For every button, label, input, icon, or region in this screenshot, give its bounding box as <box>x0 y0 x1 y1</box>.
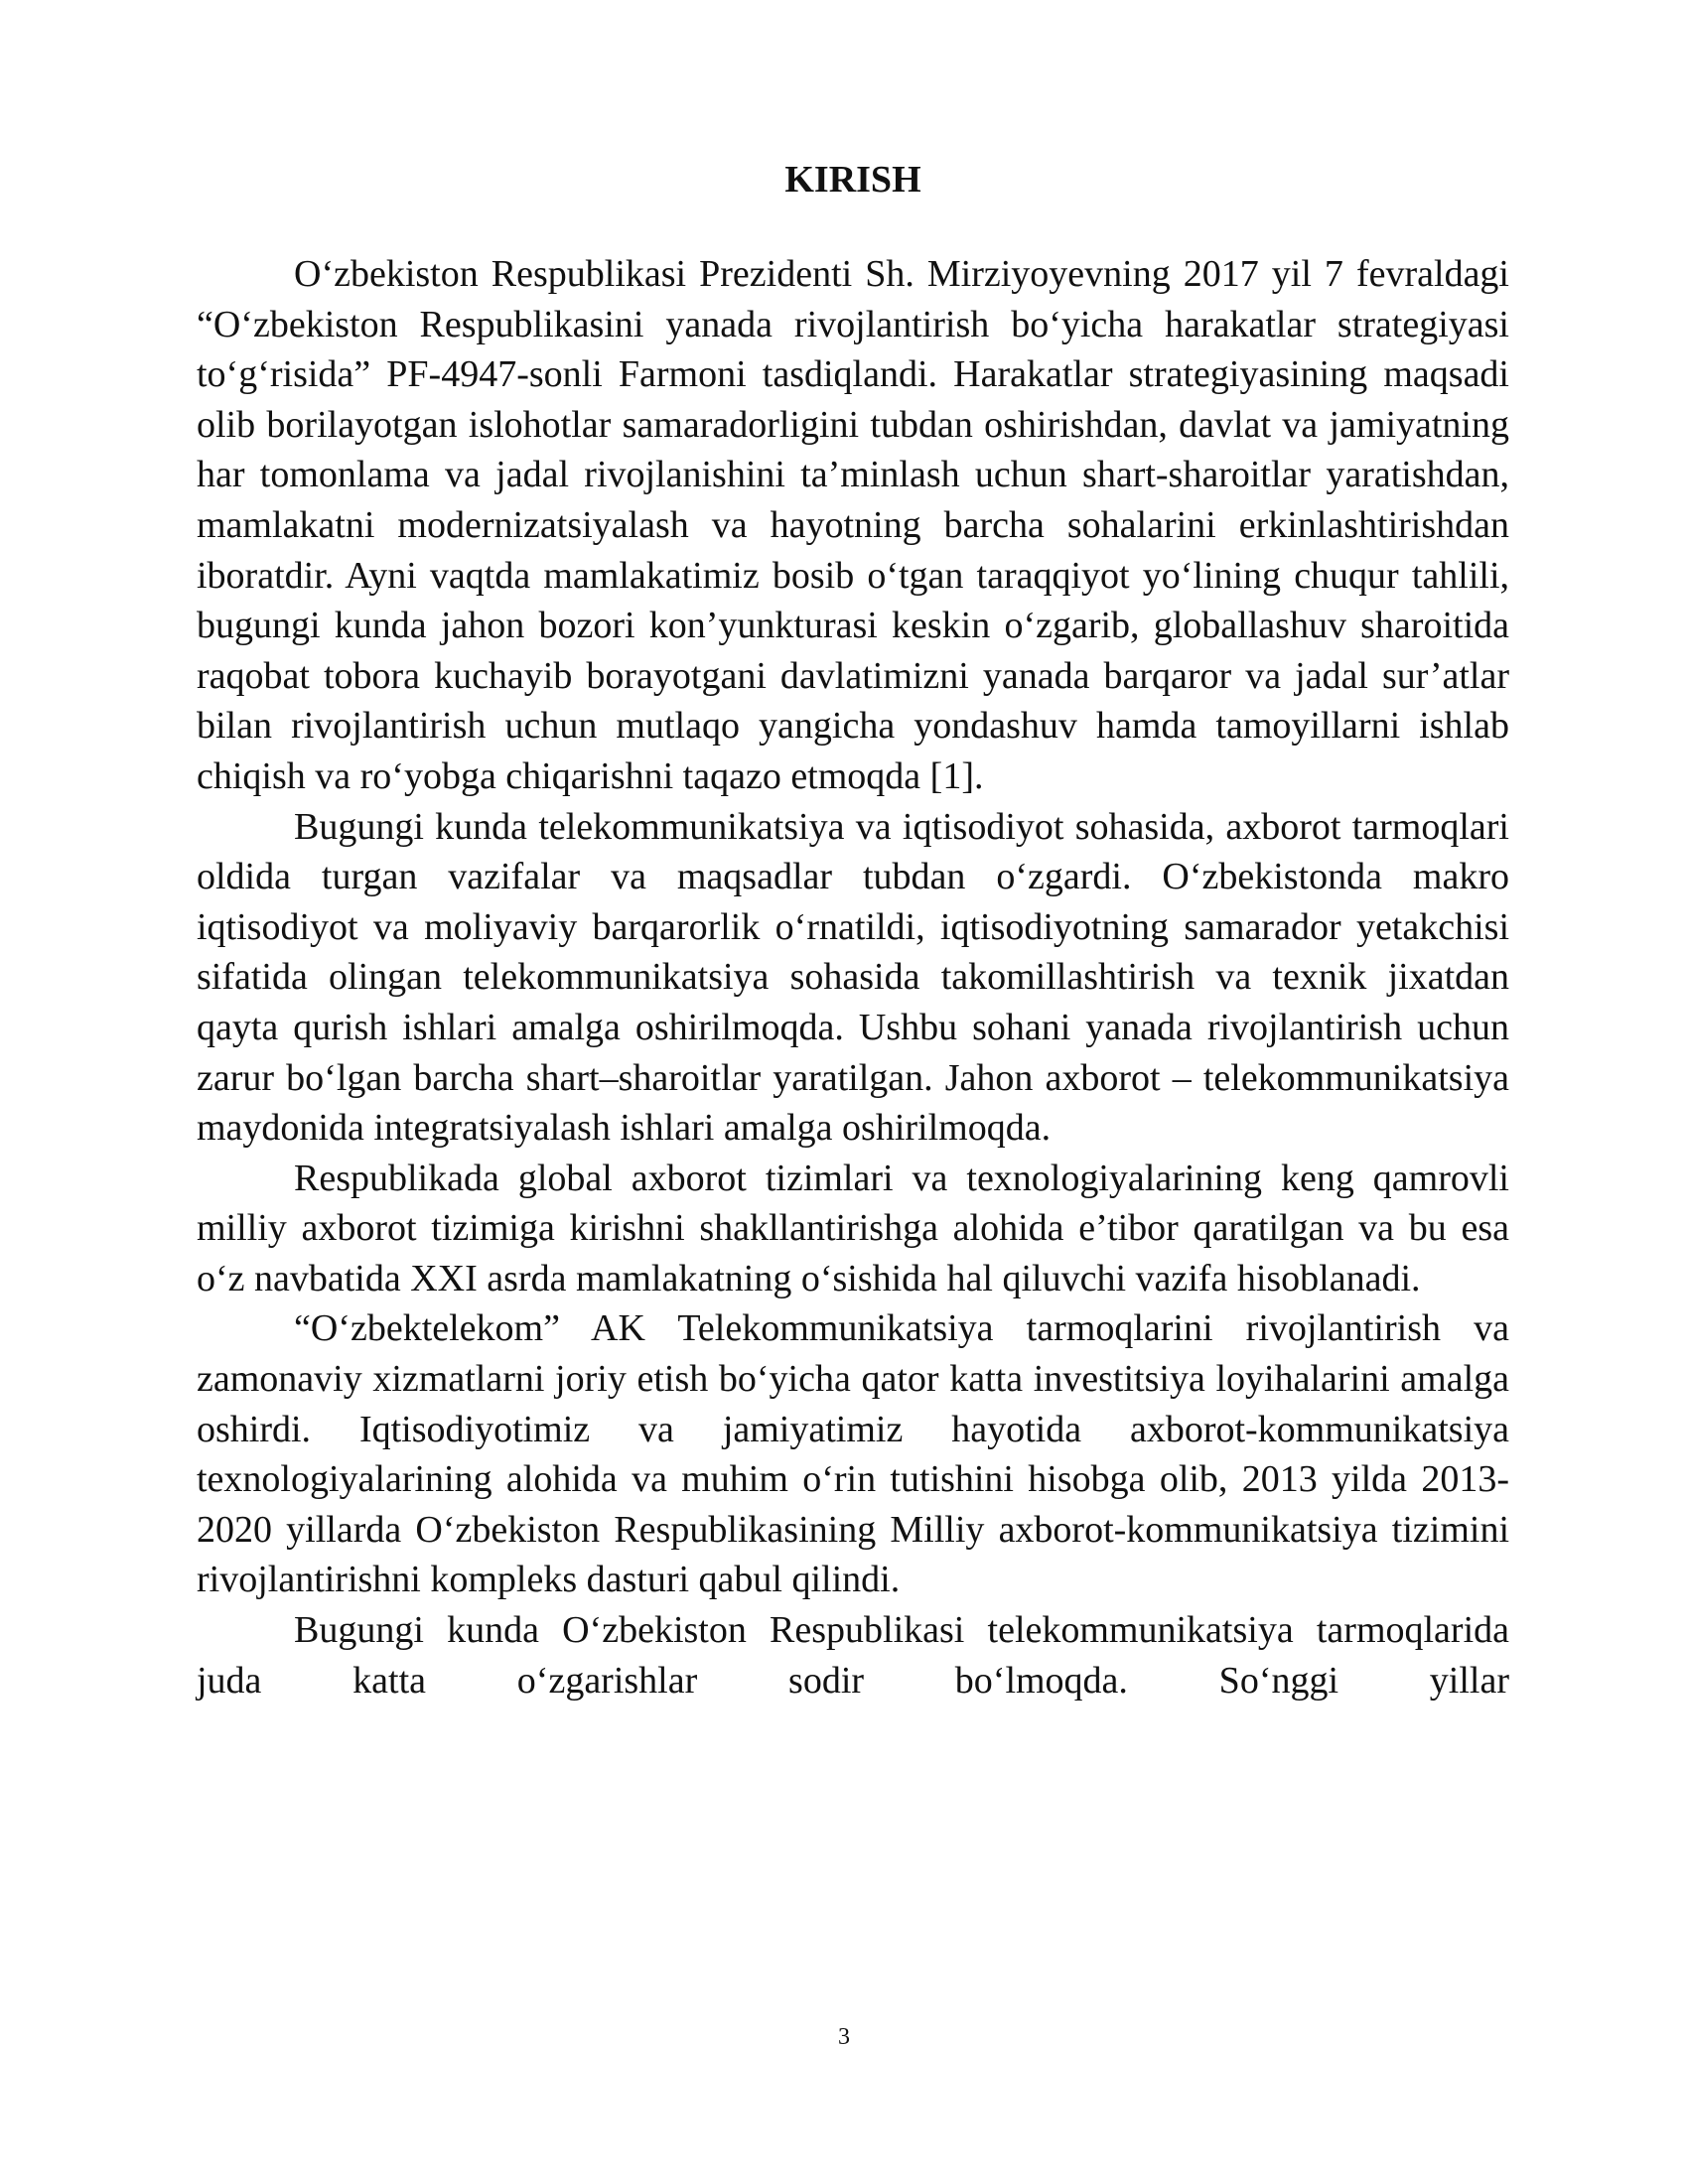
paragraph-1: O‘zbekiston Respublikasi Prezidenti Sh. Mirziyoyevning 2017 yil 7 fevraldagi “O‘zbekiston Respublikasini yanada rivojlantirish bo‘yicha harakatlar strategiyasi to‘g‘risida” PF-4947-sonli Farmoni tasdiqlandi. Harakatlar strategiyasining maqsadi olib borilayotgan islohotlar samaradorligini tubdan oshirishdan, davlat va jamiyatning har tomonlama va jadal rivojlanishini ta’minlash uchun shart-sharoitlar yaratishdan, mamlakatni modernizatsiyalash va hayotning barcha sohalarini erkinlashtirishdan iboratdir. Ayni vaqtda mamlakatimiz bosib o‘tgan taraqqiyot yo‘lining chuqur tahlili, bugungi kunda jahon bozori kon’yunkturasi keskin o‘zgarib, globallashuv sharoitida raqobat tobora kuchayib borayotgani davlatimizni yanada barqaror va jadal sur’atlar bilan rivojlantirish uchun mutlaqo yangicha yondashuv hamda tamoyillarni ishlab chiqish va ro‘yobga chiqarishni taqazo etmoqda [1]. <box>197 253 1509 797</box>
paragraph-3: Respublikada global axborot tizimlari va texnologiyalarining keng qamrovli milliy axborot tizimiga kirishni shakllantirishga alohida e’tibor qaratilgan va bu esa o‘z navbatida XXI asrda mamlakatning o‘sishida hal qiluvchi vazifa hisoblanadi. <box>197 1157 1509 1299</box>
page-title: KIRISH <box>784 159 921 201</box>
paragraph-5: Bugungi kunda O‘zbekiston Respublikasi telekommunikatsiya tarmoqlarida juda katta o‘zgarishlar sodir bo‘lmoqda. So‘nggi yillar <box>197 1609 1509 1702</box>
page-content <box>197 154 1509 1706</box>
paragraph-2: Bugungi kunda telekommunikatsiya va iqtisodiyot sohasida, axborot tarmoqlari oldida turgan vazifalar va maqsadlar tubdan o‘zgardi. O‘zbekistonda makro iqtisodiyot va moliyaviy barqarorlik o‘rnatildi, iqtisodiyotning samarador yetakchisi sifatida olingan telekommunikatsiya sohasida takomillashtirish va texnik jixatdan qayta qurish ishlari amalga oshirilmoqda. Ushbu sohani yanada rivojlantirish uchun zarur bo‘lgan barcha shart–sharoitlar yaratilgan. Jahon axborot – telekommunikatsiya maydonida integratsiyalash ishlari amalga oshirilmoqda. <box>197 805 1509 1150</box>
paragraph-4: “O‘zbektelekom” AK Telekommunikatsiya tarmoqlarini rivojlantirish va zamonaviy xizmatlarni joriy etish bo‘yicha qator katta investitsiya loyihalarini amalga oshirdi. Iqtisodiyotimiz va jamiyatimiz hayotida axborot-kommunikatsiya texnologiyalarining alohida va muhim o‘rin tutishini hisobga olib, 2013 yilda 2013-2020 yillarda O‘zbekiston Respublikasining Milliy axborot-kommunikatsiya tizimini rivojlantirishni kompleks dasturi qabul qilindi. <box>197 1307 1509 1601</box>
page-number: 3 <box>838 2024 850 2050</box>
